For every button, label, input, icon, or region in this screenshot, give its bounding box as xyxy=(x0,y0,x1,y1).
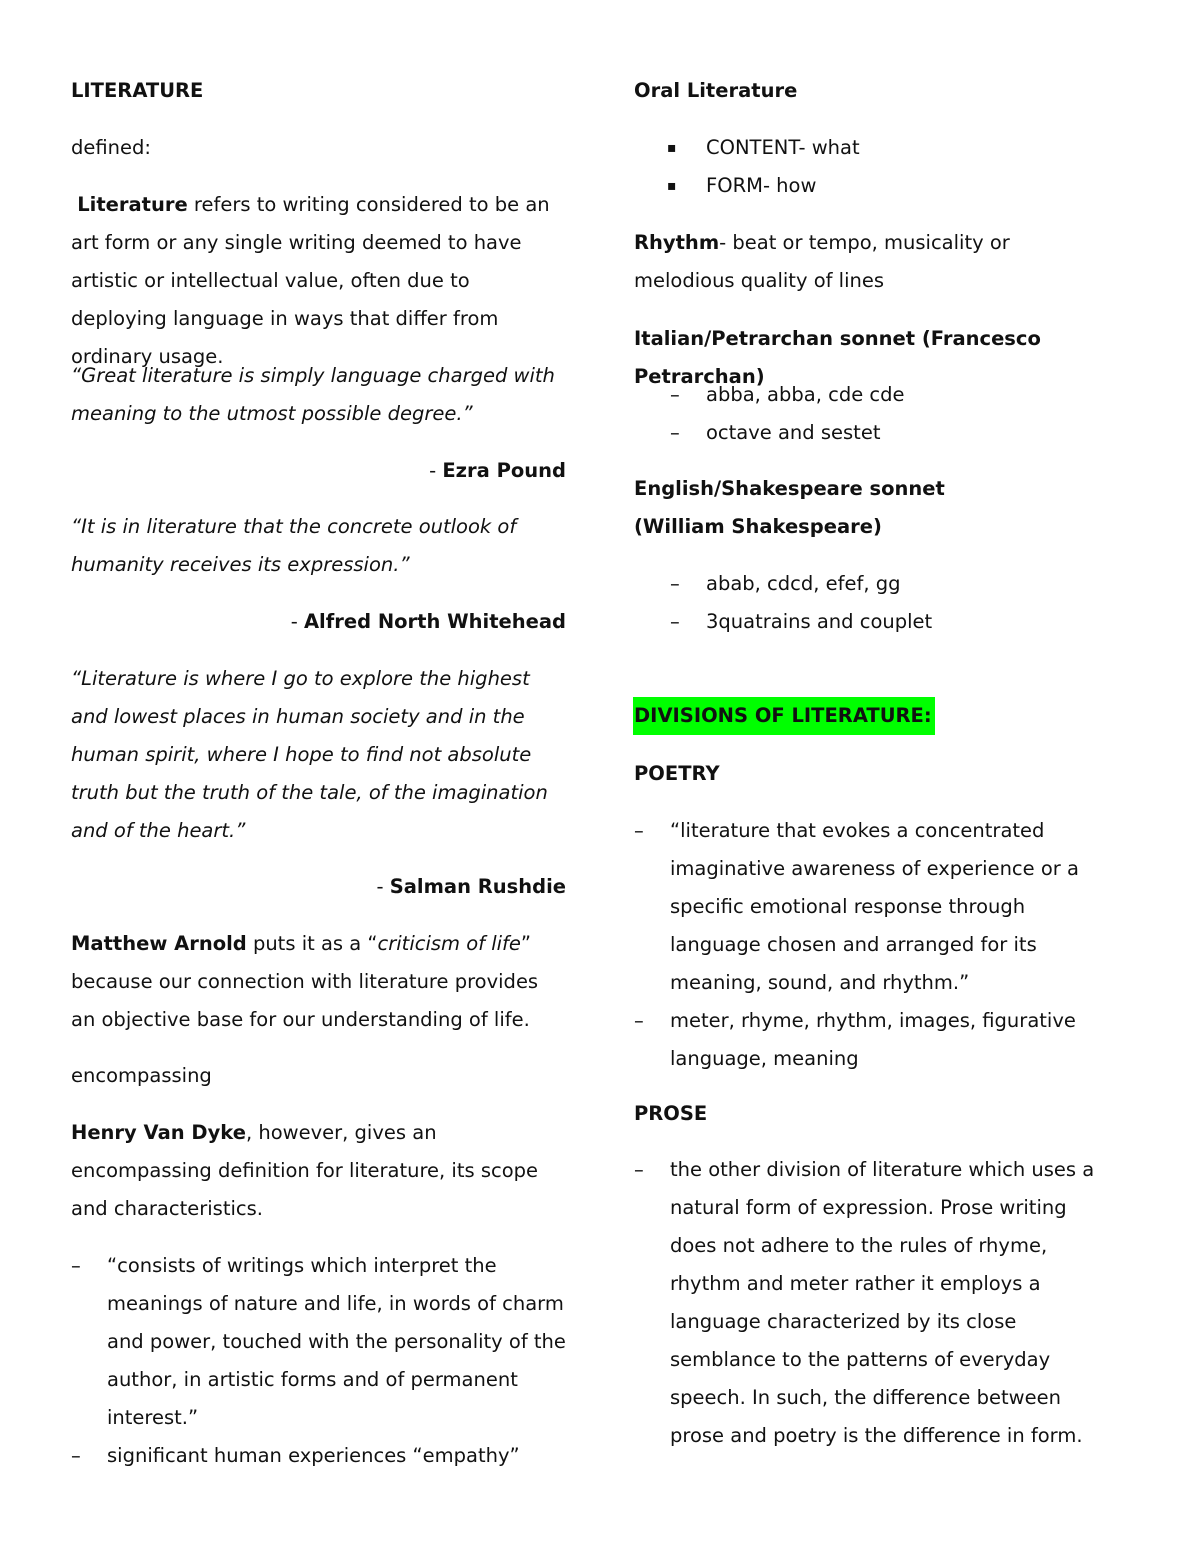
arnold-name: Matthew Arnold xyxy=(71,932,247,955)
defined-label: defined: xyxy=(71,136,151,159)
english-sonnet-heading: English/Shakespeare sonnet (William Shakespeare) xyxy=(634,477,945,538)
poetry-list xyxy=(634,812,1114,1078)
list-item: – 3quatrains and couplet xyxy=(634,603,1114,641)
highlighted-heading: DIVISIONS OF LITERATURE: xyxy=(633,697,935,735)
arnold-paragraph xyxy=(71,925,566,1039)
list-item: – abab, cdcd, efef, gg xyxy=(634,565,1114,603)
literature-definition xyxy=(71,186,566,376)
arnold-pre: puts it as a “ xyxy=(246,932,378,955)
definition-text: refers to writing considered to be an art form or any single writing deemed to have artistic or intellectual value, often due to deploying language in ways that differ from ordinary usage. xyxy=(71,193,550,368)
attribution-dash: - xyxy=(429,459,443,482)
list-item: – meter, rhyme, rhythm, images, figurative language, meaning xyxy=(634,1002,1114,1078)
prose-heading: PROSE xyxy=(634,1102,708,1125)
oral-list xyxy=(634,129,1114,205)
list-item: – “literature that evokes a concentrated imaginative awareness of experience or a specific emotional response through language chosen and arranged for its meaning, sound, and rhythm.” xyxy=(634,812,1114,1002)
prose-list xyxy=(634,1151,1114,1455)
list-item: – abba, abba, cde cde xyxy=(634,376,1114,414)
poetry-heading: POETRY xyxy=(634,762,720,785)
italian-sonnet-list xyxy=(634,376,1114,452)
list-item: – the other division of literature which uses a natural form of expression. Prose writing does not adhere to the rules of rhyme, rhythm and meter rather it employs a language characterized by its close semblance to the patterns of everyday speech. In such, the difference between prose and poetry is the difference in form. xyxy=(634,1151,1114,1455)
quote-attribution xyxy=(71,868,566,906)
arnold-post: ” because our connection with literature provides an objective base for our understanding of life. xyxy=(71,932,539,1031)
italian-sonnet-heading: Italian/Petrarchan sonnet (Francesco Petrarchan) xyxy=(634,327,1041,388)
quote-text: “Literature is where I go to explore the highest and lowest places in human society and in the human spirit, where I hope to find not absolute truth but the truth of the tale, of the imagination and of the heart.” xyxy=(71,667,548,842)
encompassing-label: encompassing xyxy=(71,1064,212,1087)
oral-literature-heading: Oral Literature xyxy=(634,79,798,102)
vandyke-text: , however, gives an encompassing definition for literature, its scope and characteristics. xyxy=(71,1121,539,1220)
list-item: ▪ CONTENT- what xyxy=(634,129,1114,167)
divisions-heading xyxy=(634,697,1114,735)
attribution-dash: - xyxy=(376,875,390,898)
attribution-dash: - xyxy=(290,610,304,633)
quote-author: Salman Rushdie xyxy=(389,875,566,898)
list-item: – “consists of writings which interpret the meanings of nature and life, in words of charm and power, touched with the personality of the author, in artistic forms and of permanent interest.” xyxy=(71,1247,566,1437)
arnold-phrase: criticism of life xyxy=(377,932,521,955)
list-item: ▪ FORM- how xyxy=(634,167,1114,205)
list-item: – significant human experiences “empathy” xyxy=(71,1437,566,1475)
list-item: – octave and sestet xyxy=(634,414,1114,452)
rhythm-term: Rhythm xyxy=(634,231,720,254)
definition-term: Literature xyxy=(77,193,188,216)
quote-text: “It is in literature that the concrete outlook of humanity receives its expression.” xyxy=(71,515,517,576)
quote-attribution xyxy=(71,603,566,641)
vandyke-paragraph xyxy=(71,1114,566,1228)
rhythm-text: - beat or tempo, musicality or melodious quality of lines xyxy=(634,231,1010,292)
english-sonnet-list xyxy=(634,565,1114,641)
quote-text: “Great literature is simply language charged with meaning to the utmost possible degree.” xyxy=(71,364,555,425)
quote-author: Ezra Pound xyxy=(442,459,566,482)
quote-attribution xyxy=(71,452,566,490)
vandyke-name: Henry Van Dyke xyxy=(71,1121,246,1144)
rhythm-paragraph xyxy=(634,224,1114,300)
vandyke-list xyxy=(71,1247,566,1475)
page-title: LITERATURE xyxy=(71,79,204,102)
quote-author: Alfred North Whitehead xyxy=(303,610,566,633)
